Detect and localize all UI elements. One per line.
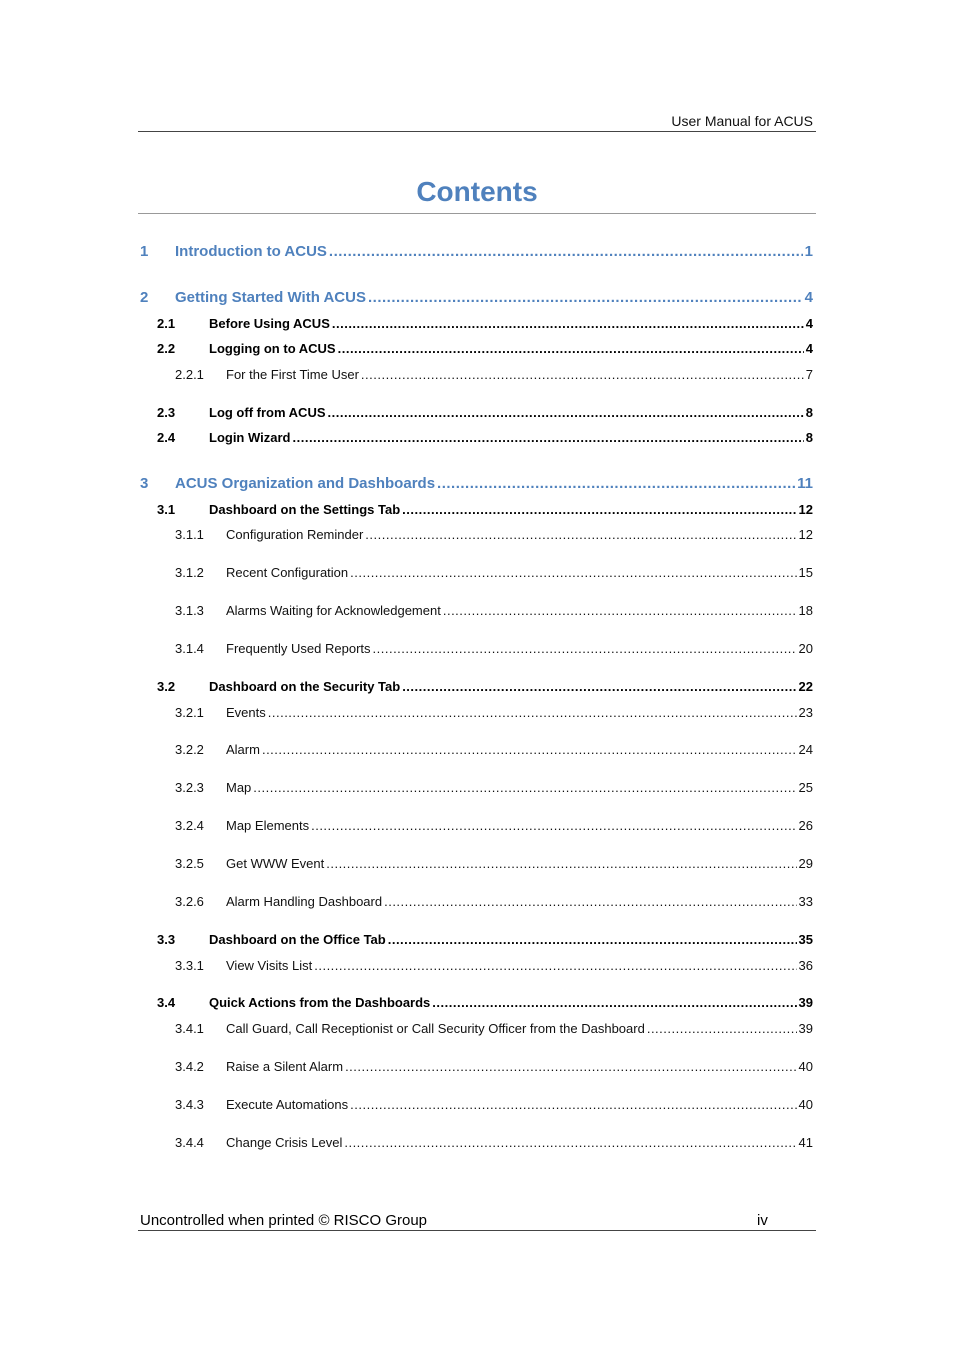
toc-dot-leader — [338, 341, 804, 356]
toc-entry-number: 3.1.4 — [175, 641, 204, 656]
toc-dot-leader — [437, 475, 795, 492]
toc-dot-leader — [253, 780, 796, 795]
title-rule — [138, 213, 816, 214]
toc-dot-leader — [332, 316, 804, 331]
toc-entry-label: Before Using ACUS — [209, 316, 330, 331]
toc-entry-page: 39 — [798, 1021, 813, 1036]
toc-dot-leader — [329, 243, 803, 260]
toc-entry-label: Get WWW Event — [226, 856, 325, 871]
toc-dot-leader — [268, 705, 797, 720]
toc-entry-label: Dashboard on the Office Tab — [209, 932, 386, 947]
toc-dot-leader — [293, 430, 804, 445]
toc-entry-number: 3.2.1 — [175, 705, 204, 720]
toc-entry-number: 3.4.1 — [175, 1021, 204, 1036]
toc-entry-number: 3.2.5 — [175, 856, 204, 871]
toc-entry[interactable] — [175, 1059, 813, 1074]
toc-entry[interactable] — [175, 565, 813, 580]
toc-entry-page: 36 — [798, 958, 813, 973]
toc-entry-number: 3 — [140, 475, 149, 492]
toc-entry-number: 2 — [140, 289, 149, 306]
toc-entry-number: 3.1.3 — [175, 603, 204, 618]
toc-entry-label: Dashboard on the Settings Tab — [209, 502, 401, 517]
toc-dot-leader — [262, 742, 797, 757]
toc-entry-page: 11 — [797, 475, 813, 492]
toc-entry-page: 8 — [805, 405, 813, 420]
toc-entry-number: 2.3 — [157, 405, 176, 420]
toc-entry-number: 3.1.2 — [175, 565, 204, 580]
toc-entry[interactable] — [175, 818, 813, 833]
toc-entry-label: Frequently Used Reports — [226, 641, 371, 656]
toc-entry-page: 4 — [805, 341, 813, 356]
toc-entry[interactable] — [175, 1097, 813, 1112]
toc-entry-page: 26 — [798, 818, 813, 833]
toc-entry-page: 18 — [798, 603, 813, 618]
toc-entry-page: 12 — [798, 527, 813, 542]
toc-entry-label: Alarms Waiting for Acknowledgement — [226, 603, 441, 618]
toc-entry-number: 2.1 — [157, 316, 176, 331]
toc-entry-label: Alarm — [226, 742, 260, 757]
toc-entry-page: 35 — [798, 932, 813, 947]
toc-entry-label: Introduction to ACUS — [175, 243, 327, 260]
toc-entry-number: 3.4.2 — [175, 1059, 204, 1074]
toc-entry-page: 23 — [798, 705, 813, 720]
toc-dot-leader — [350, 565, 796, 580]
toc-dot-leader — [365, 527, 796, 542]
toc-entry[interactable] — [157, 316, 813, 331]
toc-entry-page: 41 — [798, 1135, 813, 1150]
toc-entry[interactable] — [175, 527, 813, 542]
toc-entry[interactable] — [175, 1135, 813, 1150]
toc-dot-leader — [373, 641, 797, 656]
toc-entry-page: 15 — [798, 565, 813, 580]
toc-entry-label: Dashboard on the Security Tab — [209, 679, 401, 694]
toc-entry-number: 3.3.1 — [175, 958, 204, 973]
toc-entry-page: 24 — [798, 742, 813, 757]
toc-dot-leader — [432, 995, 796, 1010]
toc-entry-number: 3.4.3 — [175, 1097, 204, 1112]
toc-entry-number: 3.1.1 — [175, 527, 204, 542]
toc-dot-leader — [402, 679, 796, 694]
toc-entry-label: Recent Configuration — [226, 565, 349, 580]
toc-entry[interactable] — [157, 430, 813, 445]
toc-entry-page: 1 — [804, 243, 813, 260]
toc-entry-page: 7 — [805, 367, 813, 382]
toc-entry-number: 3.2.4 — [175, 818, 204, 833]
toc-entry-number: 3.3 — [157, 932, 176, 947]
toc-entry-label: Raise a Silent Alarm — [226, 1059, 344, 1074]
toc-entry[interactable] — [175, 894, 813, 909]
toc-entry-page: 4 — [805, 316, 813, 331]
toc-dot-leader — [311, 818, 796, 833]
footer-rule — [138, 1230, 816, 1231]
toc-entry-label: Events — [226, 705, 266, 720]
toc-entry[interactable] — [157, 502, 813, 517]
toc-entry-number: 3.2.3 — [175, 780, 204, 795]
toc-dot-leader — [647, 1021, 797, 1036]
toc-entry-label: Execute Automations — [226, 1097, 349, 1112]
toc-entry[interactable] — [175, 742, 813, 757]
toc-entry[interactable] — [175, 641, 813, 656]
toc-entry-label: Alarm Handling Dashboard — [226, 894, 383, 909]
toc-entry-page: 39 — [798, 995, 813, 1010]
toc-entry-label: View Visits List — [226, 958, 313, 973]
toc-entry[interactable] — [175, 705, 813, 720]
toc-entry[interactable] — [175, 603, 813, 618]
toc-entry-page: 40 — [798, 1097, 813, 1112]
header-rule — [138, 131, 816, 132]
toc-entry-page: 12 — [798, 502, 813, 517]
toc-dot-leader — [344, 1135, 796, 1150]
toc-entry-label: Configuration Reminder — [226, 527, 364, 542]
toc-entry[interactable] — [175, 1021, 813, 1036]
toc-entry-page: 22 — [798, 679, 813, 694]
toc-entry[interactable] — [140, 243, 813, 260]
toc-entry-label: ACUS Organization and Dashboards — [175, 475, 436, 492]
toc-entry[interactable] — [175, 958, 813, 973]
toc-dot-leader — [361, 367, 804, 382]
toc-dot-leader — [314, 958, 796, 973]
toc-dot-leader — [350, 1097, 796, 1112]
toc-entry[interactable] — [157, 679, 813, 694]
toc-entry-page: 4 — [804, 289, 813, 306]
toc-entry-number: 3.4.4 — [175, 1135, 204, 1150]
toc-entry-label: Map Elements — [226, 818, 310, 833]
toc-entry[interactable] — [140, 475, 813, 492]
toc-entry[interactable] — [157, 341, 813, 356]
toc-dot-leader — [328, 405, 804, 420]
toc-entry-label: Log off from ACUS — [209, 405, 326, 420]
toc-entry-page: 25 — [798, 780, 813, 795]
toc-entry-label: Call Guard, Call Receptionist or Call Security Officer from the Dashboard — [226, 1021, 645, 1036]
toc-entry[interactable] — [157, 932, 813, 947]
toc-dot-leader — [402, 502, 796, 517]
toc-entry-page: 20 — [798, 641, 813, 656]
toc-entry-label: Quick Actions from the Dashboards — [209, 995, 431, 1010]
toc-entry-label: Getting Started With ACUS — [175, 289, 366, 306]
page-title: Contents — [416, 176, 538, 207]
toc-entry-label: Login Wizard — [209, 430, 291, 445]
toc-entry-page: 33 — [798, 894, 813, 909]
footer-page-number: iv — [757, 1212, 768, 1229]
toc-entry-number: 3.4 — [157, 995, 176, 1010]
toc-entry-page: 40 — [798, 1059, 813, 1074]
toc-entry-number: 2.2.1 — [175, 367, 204, 382]
toc-entry-number: 3.2.2 — [175, 742, 204, 757]
toc-entry-number: 2.2 — [157, 341, 176, 356]
toc-dot-leader — [326, 856, 796, 871]
toc-entry-number: 3.1 — [157, 502, 176, 517]
toc-entry-number: 3.2.6 — [175, 894, 204, 909]
toc-dot-leader — [388, 932, 797, 947]
toc-entry-label: Logging on to ACUS — [209, 341, 336, 356]
toc-entry[interactable] — [175, 856, 813, 871]
toc-entry-page: 8 — [805, 430, 813, 445]
toc-entry-label: Change Crisis Level — [226, 1135, 343, 1150]
toc-entry-label: Map — [226, 780, 252, 795]
toc-dot-leader — [345, 1059, 796, 1074]
running-header: User Manual for ACUS — [671, 113, 813, 129]
toc-dot-leader — [384, 894, 796, 909]
toc-entry-number: 2.4 — [157, 430, 176, 445]
footer-copyright: Uncontrolled when printed © RISCO Group — [140, 1212, 428, 1229]
toc-entry-page: 29 — [798, 856, 813, 871]
toc-entry-number: 1 — [140, 243, 149, 260]
toc-dot-leader — [443, 603, 797, 618]
toc-entry[interactable] — [175, 780, 813, 795]
toc-entry[interactable] — [157, 995, 813, 1010]
toc-entry[interactable] — [157, 405, 813, 420]
toc-entry-number: 3.2 — [157, 679, 176, 694]
toc-entry-label: For the First Time User — [226, 367, 359, 382]
toc-entry[interactable] — [175, 367, 813, 382]
toc-entry[interactable] — [140, 289, 813, 306]
toc-dot-leader — [368, 289, 803, 306]
